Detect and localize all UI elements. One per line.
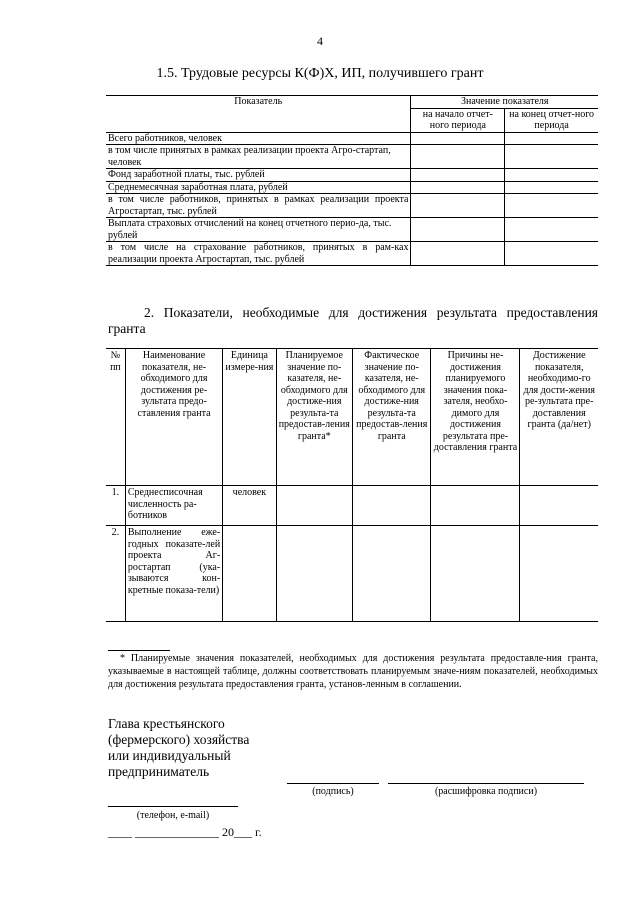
labor-resources-table [106, 95, 598, 266]
table-row [106, 486, 598, 526]
signature-line [287, 783, 379, 784]
row-label: в том числе принятых в рамках реализации проекта Агро-стартап, человек [106, 145, 411, 169]
header-indicator: Показатель [106, 96, 411, 133]
footnote-divider [108, 650, 170, 651]
header-actual: Фактическое значение по-казателя, не-обходимого для достиже-ния результа-та предостав-ления гранта [352, 349, 431, 486]
cell-start [411, 218, 505, 242]
phone-line [108, 806, 238, 807]
row-label: Выплата страховых отчислений на конец отчетного перио-да, тыс. рублей [106, 218, 411, 242]
cell-reasons [431, 526, 520, 622]
head-line: предприниматель [108, 764, 210, 779]
head-line: Глава крестьянского [108, 716, 225, 731]
table-row [106, 169, 598, 182]
cell-end [505, 218, 598, 242]
phone-label: (телефон, e-mail) [136, 810, 210, 821]
row-label: Всего работников, человек [106, 132, 411, 145]
date-line: ____ ______________ 20___ г. [108, 825, 262, 839]
cell-achievement [520, 526, 598, 622]
cell-end [505, 181, 598, 194]
row-label: в том числе работников, принятых в рамках реализации проекта Агростартап, тыс. рублей [106, 194, 411, 218]
row-name: Выполнение еже-годных показате-лей проекта Аг-ростартап (ука-зываются кон-кретные показа-тели) [125, 526, 222, 622]
row-name: Среднесписочная численность ра-ботников [125, 486, 222, 526]
header-name: Наименование показателя, не-обходимого для достижения ре-зультата предо-ставления гранта [125, 349, 222, 486]
row-label: Фонд заработной платы, тыс. рублей [106, 169, 411, 182]
header-value: Значение показателя [411, 96, 598, 109]
table-row [106, 526, 598, 622]
cell-reasons [431, 486, 520, 526]
cell-actual [352, 526, 431, 622]
row-label: в том числе на страхование работников, принятых в рам-ках реализации проекта Агростартап, тыс. рублей [106, 242, 411, 266]
table-row [106, 242, 598, 266]
footnote: * Планируемые значения показателей, необходимых для достижения результата предоставле-ния гранта, указываемые в настоящей таблице, должны соответствовать планируемым значе-ниям показателей, необходимых для достижения результата предоставления гранта, установ-ленным в соглашении. [108, 653, 598, 690]
cell-start [411, 194, 505, 218]
header-num: № пп [106, 349, 125, 486]
indicators-table [106, 348, 598, 622]
cell-end [505, 132, 598, 145]
header-achievement: Достижение показателя, необходимо-го для дости-жения ре-зультата пре-доставления гранта (да/нет) [520, 349, 598, 486]
table-row [106, 145, 598, 169]
cell-start [411, 242, 505, 266]
cell-start [411, 169, 505, 182]
cell-start [411, 181, 505, 194]
cell-end [505, 242, 598, 266]
row-label: Среднемесячная заработная плата, рублей [106, 181, 411, 194]
cell-start [411, 132, 505, 145]
head-title [108, 716, 249, 780]
cell-achievement [520, 486, 598, 526]
table-row [106, 218, 598, 242]
header-reasons: Причины не-достижения планируемого значения пока-зателя, необхо-димого для достижения результата пре-доставления гранта [431, 349, 520, 486]
signature-decode-label: (расшифровка подписи) [434, 786, 538, 797]
cell-planned [276, 526, 352, 622]
cell-start [411, 145, 505, 169]
signature-label: (подпись) [312, 786, 354, 797]
table-row [106, 181, 598, 194]
cell-actual [352, 486, 431, 526]
cell-end [505, 145, 598, 169]
cell-end [505, 169, 598, 182]
row-unit [223, 526, 276, 622]
header-end: на конец отчет-ного периода [505, 108, 598, 132]
row-num: 2. [106, 526, 125, 622]
table-row [106, 194, 598, 218]
row-num: 1. [106, 486, 125, 526]
header-start: на начало отчет-ного периода [411, 108, 505, 132]
row-unit: человек [223, 486, 276, 526]
table-row [106, 132, 598, 145]
page-number: 4 [317, 34, 323, 48]
header-unit: Единица измере-ния [223, 349, 276, 486]
cell-planned [276, 486, 352, 526]
head-line: или индивидуальный [108, 748, 231, 763]
section2-title: 2. Показатели, необходимые для достижения результата предоставления гранта [108, 305, 598, 336]
signature-decode-line [388, 783, 584, 784]
cell-end [505, 194, 598, 218]
section1-title: 1.5. Трудовые ресурсы К(Ф)Х, ИП, получившего грант [156, 66, 484, 81]
header-planned: Планируемое значение по-казателя, не-обходимого для достиже-ния результа-та предостав-ления гранта* [276, 349, 352, 486]
head-line: (фермерского) хозяйства [108, 732, 250, 747]
